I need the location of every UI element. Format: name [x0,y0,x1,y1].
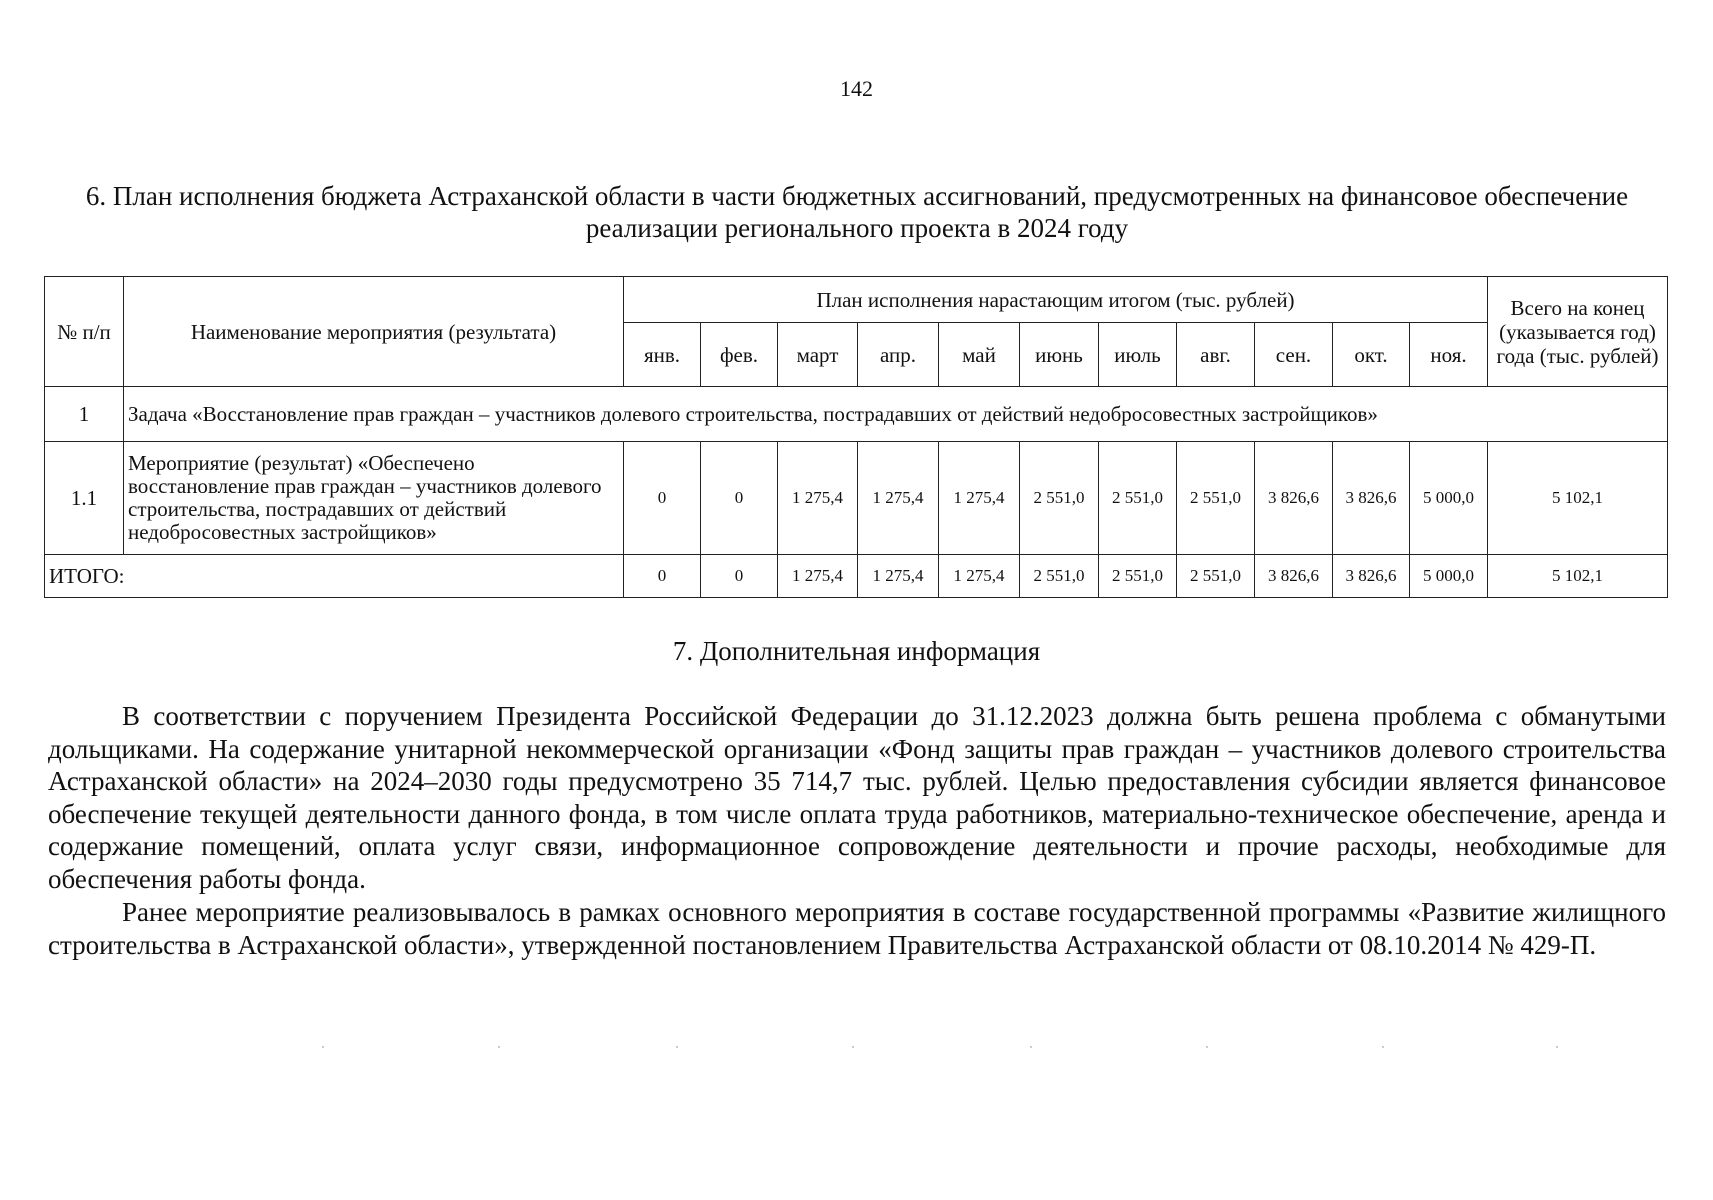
header-month: июнь [1020,323,1099,387]
table-row-task [45,387,1668,442]
header-month: фев. [701,323,778,387]
scan-artifact-dots [0,1046,1713,1048]
activity-value: 5 000,0 [1410,442,1488,555]
header-month: окт. [1333,323,1410,387]
header-plan-group: План исполнения нарастающим итогом (тыс. рублей) [624,277,1488,323]
header-num: № п/п [45,277,124,387]
totals-value: 2 551,0 [1177,555,1255,598]
totals-value: 0 [701,555,778,598]
totals-value: 2 551,0 [1020,555,1099,598]
budget-plan-table [44,276,1668,598]
section-7-title: 7. Дополнительная информация [672,636,1041,666]
header-total: Всего на конец (указывается год) года (тыс. рублей) [1488,277,1668,387]
activity-value: 2 551,0 [1099,442,1177,555]
activity-value: 3 826,6 [1333,442,1410,555]
totals-value: 1 275,4 [939,555,1020,598]
page-number: 142 [840,76,873,101]
totals-value: 5 000,0 [1410,555,1488,598]
activity-value: 1 275,4 [939,442,1020,555]
header-month: ноя. [1410,323,1488,387]
totals-value: 1 275,4 [858,555,939,598]
totals-total: 5 102,1 [1488,555,1668,598]
activity-value: 3 826,6 [1255,442,1333,555]
activity-text: Мероприятие (результат) «Обеспечено восстановление прав граждан – участников долевого строительства, пострадавших от действий недобросовестных застройщиков» [124,442,624,555]
header-month: авг. [1177,323,1255,387]
section-6-title: 6. План исполнения бюджета Астраханской области в части бюджетных ассигнований, предусмотренных на финансовое обеспечение реализации регионального проекта в 2024 году [85,181,1629,243]
activity-value: 0 [701,442,778,555]
totals-value: 3 826,6 [1255,555,1333,598]
activity-value: 0 [624,442,701,555]
paragraph: В соответствии с поручением Президента Российской Федерации до 31.12.2023 должна быть решена проблема с обманутыми дольщиками. На содержание унитарной некоммерческой организации «Фонд защиты прав граждан – участников долевого строительства Астраханской области» на 2024–2030 годы предусмотрено 35 714,7 тыс. рублей. Целью предоставления субсидии является финансовое обеспечение текущей деятельности данного фонда, в том числе оплата труда работников, материально-техническое обеспечение, аренда и содержание помещений, оплата услуг связи, информационное сопровождение деятельности и прочие расходы, необходимые для обеспечения работы фонда. [48,701,1666,894]
totals-value: 3 826,6 [1333,555,1410,598]
header-month: янв. [624,323,701,387]
header-month: март [778,323,858,387]
header-name: Наименование мероприятия (результата) [124,277,624,387]
activity-value: 1 275,4 [778,442,858,555]
totals-value: 0 [624,555,701,598]
paragraph: Ранее мероприятие реализовывалось в рамках основного мероприятия в составе государственной программы «Развитие жилищного строительства в Астраханской области», утвержденной постановлением Правительства Астраханской области от 08.10.2014 № 429-П. [48,897,1666,960]
header-month: июль [1099,323,1177,387]
activity-value: 2 551,0 [1020,442,1099,555]
table-header-row [45,277,1668,323]
header-month: сен. [1255,323,1333,387]
activity-num: 1.1 [45,442,124,555]
task-text: Задача «Восстановление прав граждан – участников долевого строительства, пострадавших от действий недобросовестных застройщиков» [124,387,1668,442]
totals-label: ИТОГО: [45,555,624,598]
activity-value: 2 551,0 [1177,442,1255,555]
header-month: май [939,323,1020,387]
totals-value: 1 275,4 [778,555,858,598]
activity-total: 5 102,1 [1488,442,1668,555]
task-num: 1 [45,387,124,442]
totals-value: 2 551,0 [1099,555,1177,598]
activity-value: 1 275,4 [858,442,939,555]
table-row-totals [45,555,1668,598]
header-month: апр. [858,323,939,387]
table-row-activity [45,442,1668,555]
